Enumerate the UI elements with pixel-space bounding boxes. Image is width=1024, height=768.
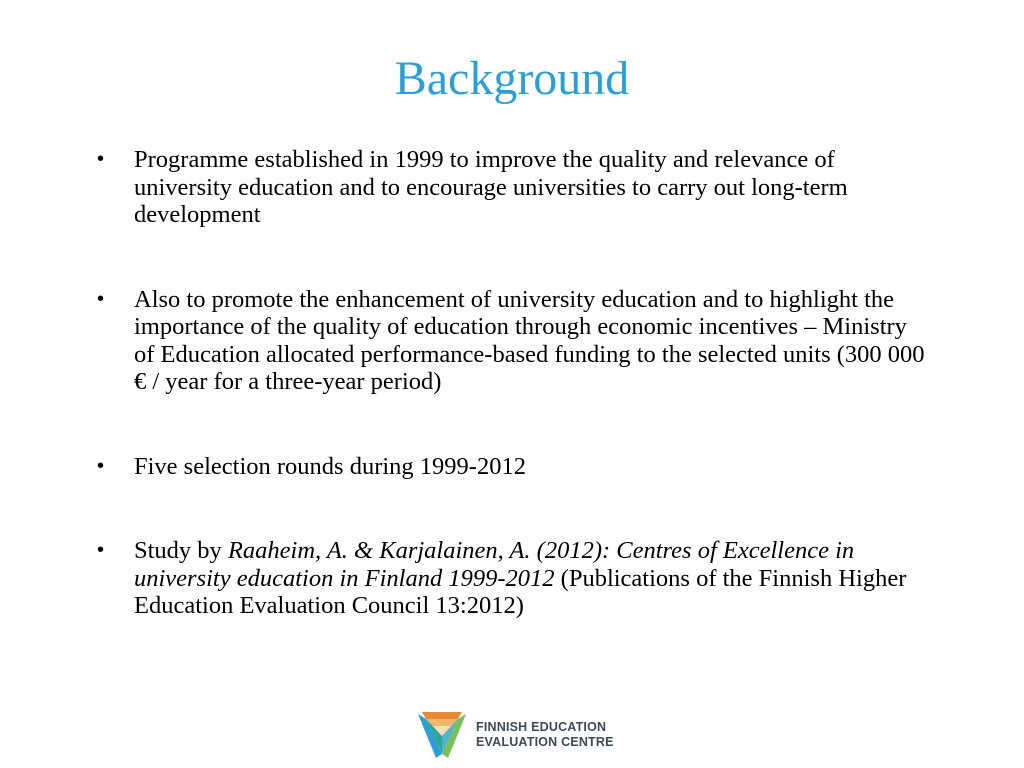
logo-triangle-icon [416, 710, 468, 760]
slide-title: Background [394, 52, 630, 105]
bullet-dot-icon: • [97, 454, 105, 477]
bullet-text-prefix: Study by [134, 537, 228, 564]
bullet-list [97, 146, 927, 620]
bullet-dot-icon: • [97, 539, 105, 561]
bullet-text: Programme established in 1999 to improve the quality and relevance of university education and to encourage universities to carry out long-term development [134, 146, 848, 228]
bullet-dot-icon: • [97, 287, 105, 310]
bullet-item-selection-rounds [97, 453, 927, 481]
bullet-item-study [97, 537, 927, 620]
bullet-text-suffix: (Publications of the Finnish Higher Education Evaluation Council 13:2012) [134, 564, 907, 619]
finnish-education-evaluation-centre-logo [416, 710, 616, 760]
bullet-dot-icon: • [97, 148, 105, 170]
citation-title: Raaheim, A. & Karjalainen, A. (2012): Centres of Excellence in university education in Finland 1999-2012 [134, 537, 855, 592]
logo-line-1: FINNISH EDUCATION [476, 720, 607, 734]
bullet-text: Also to promote the enhancement of university education and to highlight the importance of the quality of education through economic incentives – Ministry of Education allocated performance-based funding to the selected units (300 000 € / year for a three-year period) [134, 285, 925, 395]
bullet-item-promote [97, 286, 927, 396]
logo-line-2: EVALUATION CENTRE [476, 735, 614, 749]
bullet-item-programme [97, 146, 927, 229]
logo-wordmark [476, 720, 614, 750]
bullet-text: Five selection rounds during 1999-2012 [134, 452, 526, 480]
